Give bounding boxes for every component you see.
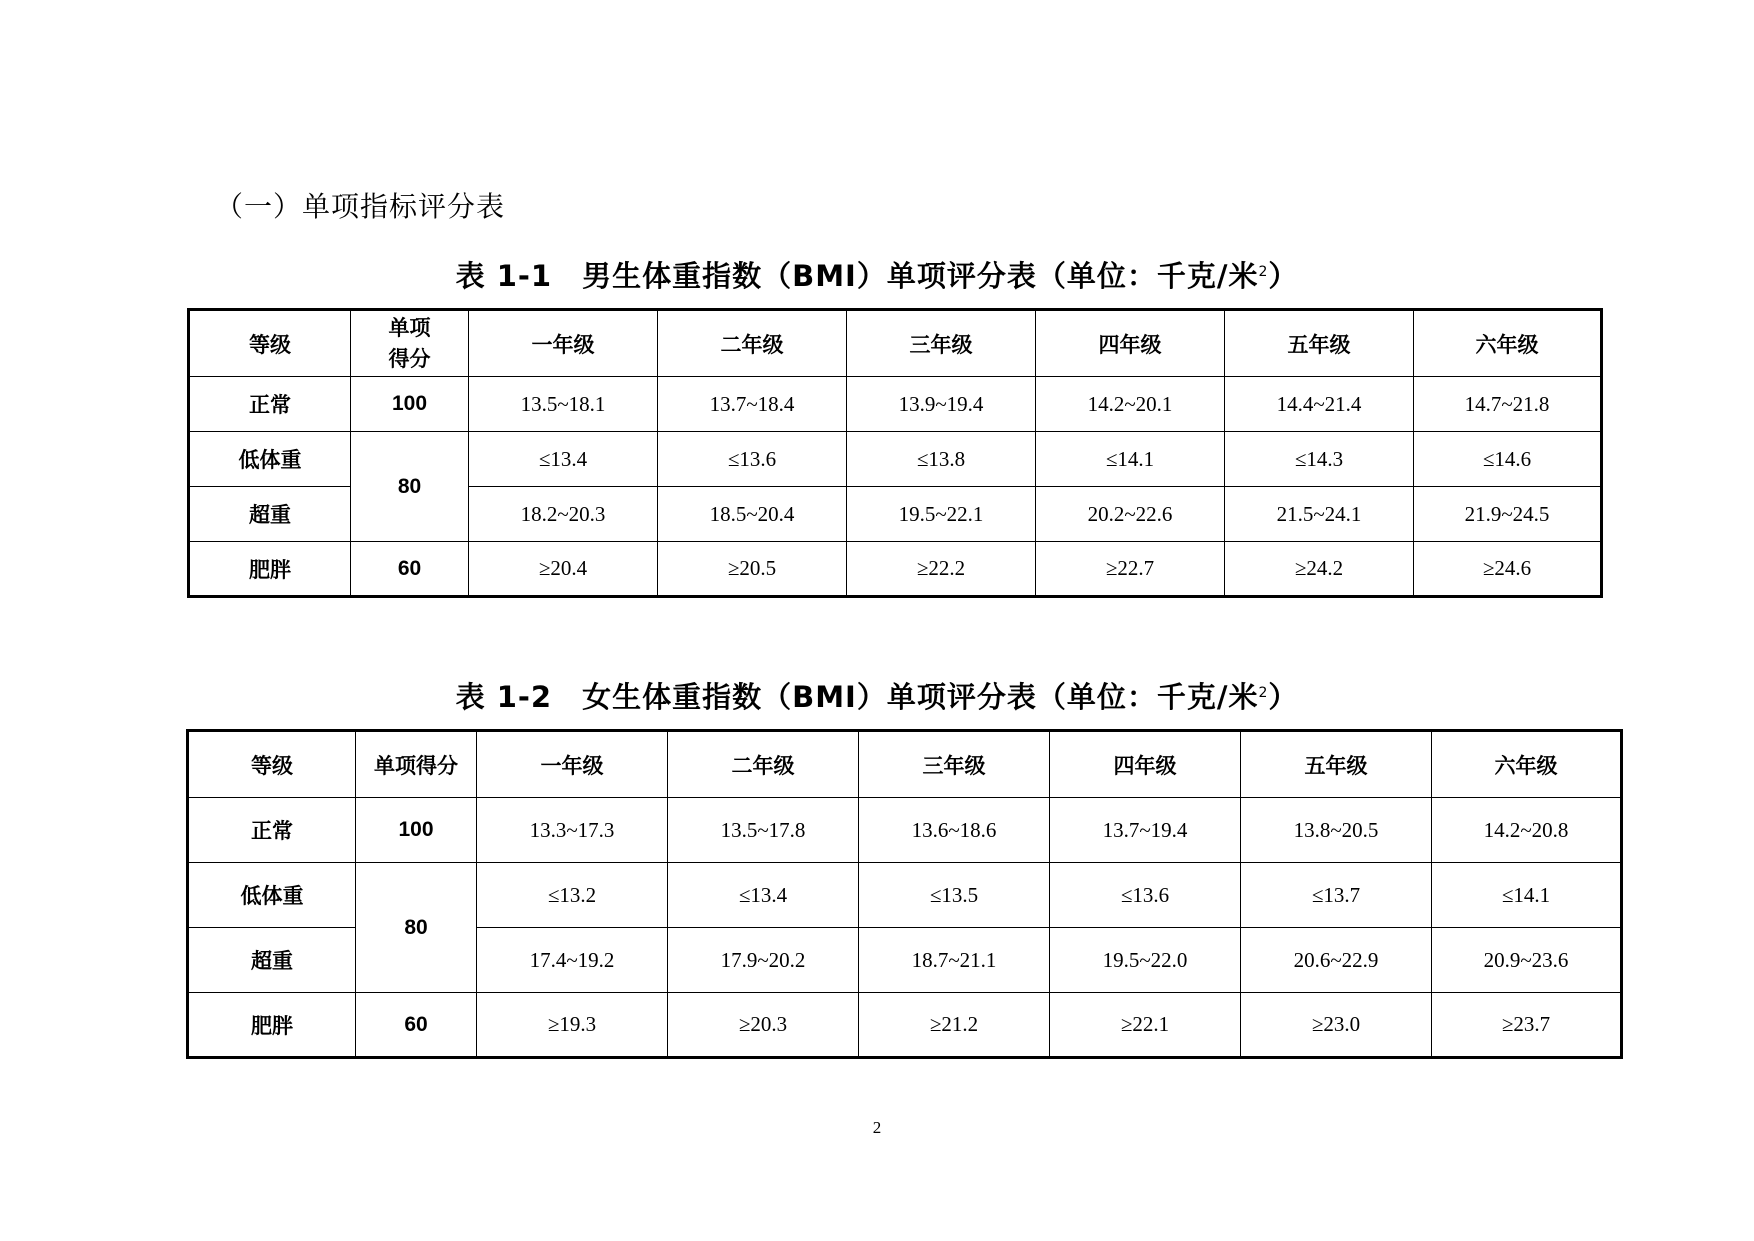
value-cell: ≥24.2 (1225, 542, 1414, 597)
value-cell: ≥20.3 (668, 993, 859, 1058)
table2-caption-superscript: 2 (1258, 685, 1269, 701)
value-cell: 14.4~21.4 (1225, 377, 1414, 432)
value-cell: ≤14.1 (1036, 432, 1225, 487)
section-title: （一）单项指标评分表 (215, 190, 506, 223)
header-grade-2: 二年级 (658, 310, 847, 377)
value-cell: ≤13.7 (1241, 863, 1432, 928)
table-header-row (189, 310, 1602, 377)
value-cell: 19.5~22.1 (847, 487, 1036, 542)
score-cell: 60 (356, 993, 477, 1058)
level-cell: 低体重 (189, 432, 351, 487)
table2-caption-text: 女生体重指数（BMI）单项评分表（单位：千克/米 (582, 680, 1259, 714)
level-cell: 超重 (188, 928, 356, 993)
header-grade-6: 六年级 (1414, 310, 1602, 377)
value-cell: ≤14.3 (1225, 432, 1414, 487)
header-grade-6: 六年级 (1432, 731, 1622, 798)
value-cell: 14.7~21.8 (1414, 377, 1602, 432)
value-cell: ≤13.8 (847, 432, 1036, 487)
value-cell: 13.3~17.3 (477, 798, 668, 863)
table-row (188, 993, 1622, 1058)
value-cell: ≤13.6 (1050, 863, 1241, 928)
value-cell: ≤13.4 (668, 863, 859, 928)
girls-bmi-score-table (186, 729, 1623, 1059)
level-cell: 正常 (188, 798, 356, 863)
table1-caption-text: 男生体重指数（BMI）单项评分表（单位：千克/米 (582, 259, 1259, 293)
header-score: 单项 得分 (351, 310, 469, 377)
value-cell: ≥24.6 (1414, 542, 1602, 597)
level-cell: 肥胖 (188, 993, 356, 1058)
value-cell: 18.5~20.4 (658, 487, 847, 542)
value-cell: 19.5~22.0 (1050, 928, 1241, 993)
score-cell: 100 (356, 798, 477, 863)
value-cell: 13.6~18.6 (859, 798, 1050, 863)
value-cell: 18.7~21.1 (859, 928, 1050, 993)
header-grade-4: 四年级 (1036, 310, 1225, 377)
value-cell: ≥23.7 (1432, 993, 1622, 1058)
value-cell: 18.2~20.3 (469, 487, 658, 542)
score-cell: 80 (356, 863, 477, 993)
header-level: 等级 (189, 310, 351, 377)
value-cell: ≤13.5 (859, 863, 1050, 928)
value-cell: 14.2~20.1 (1036, 377, 1225, 432)
score-cell: 80 (351, 432, 469, 542)
header-grade-5: 五年级 (1241, 731, 1432, 798)
value-cell: 13.5~17.8 (668, 798, 859, 863)
table1-caption-end: ） (1268, 259, 1299, 293)
value-cell: ≥22.2 (847, 542, 1036, 597)
value-cell: ≤14.6 (1414, 432, 1602, 487)
value-cell: 20.9~23.6 (1432, 928, 1622, 993)
level-cell: 超重 (189, 487, 351, 542)
level-cell: 肥胖 (189, 542, 351, 597)
value-cell: 13.7~18.4 (658, 377, 847, 432)
header-grade-2: 二年级 (668, 731, 859, 798)
value-cell: 17.9~20.2 (668, 928, 859, 993)
value-cell: ≥22.1 (1050, 993, 1241, 1058)
value-cell: 20.2~22.6 (1036, 487, 1225, 542)
value-cell: 13.9~19.4 (847, 377, 1036, 432)
table-row (189, 377, 1602, 432)
header-score: 单项得分 (356, 731, 477, 798)
page-number: 2 (872, 1118, 882, 1137)
value-cell: 20.6~22.9 (1241, 928, 1432, 993)
value-cell: ≥23.0 (1241, 993, 1432, 1058)
value-cell: ≥19.3 (477, 993, 668, 1058)
table1-caption-superscript: 2 (1258, 264, 1269, 280)
header-grade-1: 一年级 (469, 310, 658, 377)
header-grade-1: 一年级 (477, 731, 668, 798)
table-header-row (188, 731, 1622, 798)
table-row (188, 798, 1622, 863)
header-level: 等级 (188, 731, 356, 798)
table1-caption-number: 表 1-1 (455, 259, 553, 293)
value-cell: 17.4~19.2 (477, 928, 668, 993)
value-cell: ≥22.7 (1036, 542, 1225, 597)
header-grade-3: 三年级 (859, 731, 1050, 798)
level-cell: 正常 (189, 377, 351, 432)
value-cell: ≥20.5 (658, 542, 847, 597)
table-row (188, 863, 1622, 928)
table-row (189, 542, 1602, 597)
header-grade-3: 三年级 (847, 310, 1036, 377)
value-cell: 13.5~18.1 (469, 377, 658, 432)
table-row (189, 432, 1602, 487)
value-cell: ≤14.1 (1432, 863, 1622, 928)
value-cell: 13.7~19.4 (1050, 798, 1241, 863)
value-cell: 21.5~24.1 (1225, 487, 1414, 542)
value-cell: ≤13.4 (469, 432, 658, 487)
value-cell: 13.8~20.5 (1241, 798, 1432, 863)
value-cell: ≤13.6 (658, 432, 847, 487)
value-cell: 14.2~20.8 (1432, 798, 1622, 863)
value-cell: 21.9~24.5 (1414, 487, 1602, 542)
score-cell: 100 (351, 377, 469, 432)
table2-caption-end: ） (1268, 680, 1299, 714)
boys-bmi-score-table (187, 308, 1603, 598)
value-cell: ≤13.2 (477, 863, 668, 928)
header-grade-4: 四年级 (1050, 731, 1241, 798)
value-cell: ≥21.2 (859, 993, 1050, 1058)
table2-caption-number: 表 1-2 (455, 680, 553, 714)
value-cell: ≥20.4 (469, 542, 658, 597)
table2-caption (0, 675, 1754, 715)
table1-caption (0, 254, 1754, 294)
header-grade-5: 五年级 (1225, 310, 1414, 377)
score-cell: 60 (351, 542, 469, 597)
level-cell: 低体重 (188, 863, 356, 928)
